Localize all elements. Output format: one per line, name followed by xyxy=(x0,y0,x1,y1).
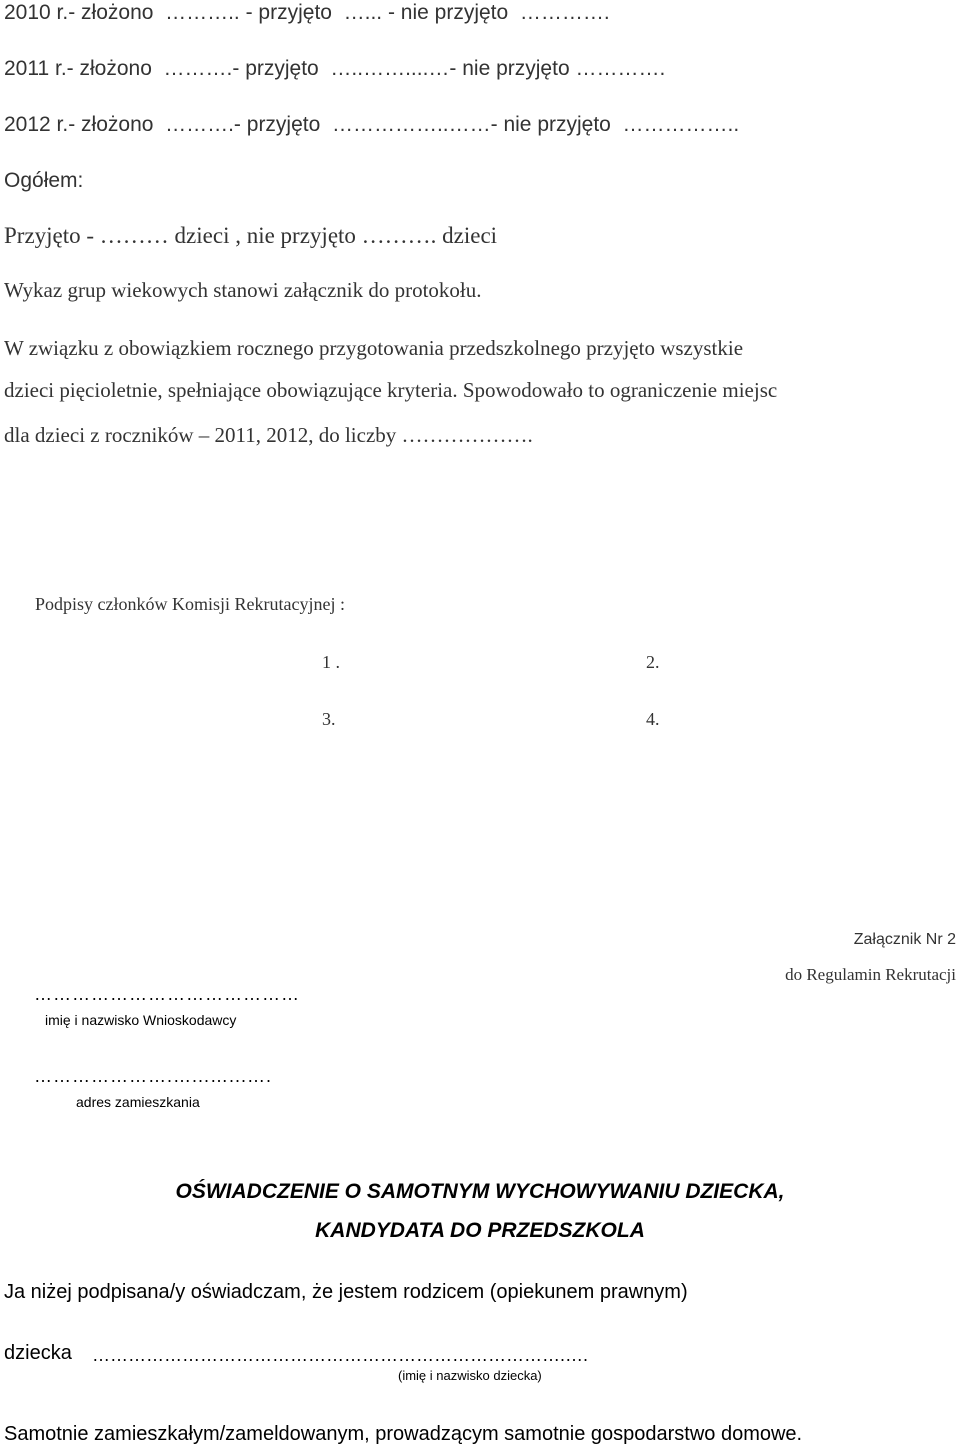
address-dots: ………………….…...…...…. xyxy=(34,1066,273,1086)
paragraph-line-3: dla dzieci z roczników – 2011, 2012, do liczby ………………. xyxy=(4,423,533,447)
declaration-statement: Ja niżej podpisana/y oświadczam, że jestem rodzicem (opiekunem prawnym) xyxy=(4,1281,688,1303)
signature-number-3: 3. xyxy=(322,709,336,729)
address-caption: adres zamieszkania xyxy=(76,1094,200,1110)
applicant-name-caption: imię i nazwisko Wnioskodawcy xyxy=(45,1012,237,1028)
signature-number-1: 1 . xyxy=(322,652,340,672)
paragraph-line-1: W związku z obowiązkiem rocznego przygotowania przedszkolnego przyjęto wszystkie xyxy=(4,336,744,360)
stats-row-2011: 2011 r.- złożono ……….- przyjęto …..……....…- nie przyjęto …………. xyxy=(4,57,666,80)
signatures-heading: Podpisy członków Komisji Rekrutacyjnej : xyxy=(35,594,345,614)
paragraph-line-2: dzieci pięcioletnie, spełniające obowiązujące kryteria. Spowodowało to ograniczenie miejsc xyxy=(4,378,778,402)
stats-row-2012: 2012 r.- złożono ……….- przyjęto ……………..……- nie przyjęto …………….. xyxy=(4,113,740,136)
annex-subtitle: do Regulamin Rekrutacji xyxy=(785,965,956,984)
child-name-caption: (imię i nazwisko dziecka) xyxy=(398,1368,542,1383)
signature-number-4: 4. xyxy=(646,709,660,729)
accepted-summary-line: Przyjęto - ……… dzieci , nie przyjęto ………. dzieci xyxy=(4,223,498,248)
applicant-name-dots: …………………………………… xyxy=(34,984,300,1004)
signature-number-2: 2. xyxy=(646,652,660,672)
child-label: dziecka xyxy=(4,1342,72,1364)
declaration-closing: Samotnie zamieszkałym/zameldowanym, prowadzącym samotnie gospodarstwo domowe. xyxy=(4,1423,803,1445)
age-groups-note: Wykaz grup wiekowych stanowi załącznik do protokołu. xyxy=(4,278,482,302)
declaration-title-line-2: KANDYDATA DO PRZEDSZKOLA xyxy=(315,1219,645,1242)
annex-title: Załącznik Nr 2 xyxy=(853,931,956,948)
declaration-title-line-1: OŚWIADCZENIE O SAMOTNYM WYCHOWYWANIU DZIECKA, xyxy=(175,1180,785,1203)
total-label: Ogółem: xyxy=(4,169,84,192)
stats-row-2010: 2010 r.- złożono ……….. - przyjęto …... - nie przyjęto …………. xyxy=(4,1,610,24)
child-name-dots: …………………………………………………………………….…. xyxy=(92,1345,589,1365)
